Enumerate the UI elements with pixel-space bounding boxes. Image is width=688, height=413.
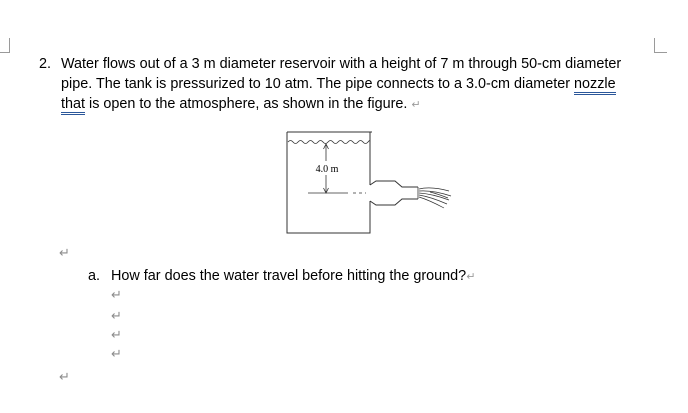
paragraph-mark: ↵	[111, 287, 122, 302]
paragraph-mark: ↵	[111, 308, 122, 323]
page-corner-mark-left	[0, 38, 10, 53]
reservoir-figure	[280, 125, 470, 240]
paragraph-mark: ↵	[59, 245, 70, 260]
question-text-line-3-rest: is open to the atmosphere, as shown in the figure.	[85, 96, 412, 112]
subquestion-a-text	[111, 267, 475, 287]
water-jet	[419, 188, 451, 208]
proofing-marked-word-nozzle[interactable]: nozzle	[574, 76, 616, 95]
question-text-line-2-start: pipe. The tank is pressurized to 10 atm. The pipe connects to a 3.0-cm diameter	[61, 76, 575, 92]
paragraph-mark: ↵	[59, 369, 70, 384]
question-text-line-2	[61, 75, 616, 94]
question-number: 2.	[39, 56, 52, 72]
height-label: 4.0 m	[315, 164, 339, 175]
subquestion-a-text-content: How far does the water travel before hitting the ground?	[111, 268, 467, 284]
paragraph-mark: ↵	[466, 271, 476, 283]
question-text-line-3	[61, 95, 421, 115]
subquestion-a-label: a.	[88, 268, 101, 284]
paragraph-mark: ↵	[111, 346, 122, 361]
water-surface	[288, 141, 370, 144]
paragraph-mark: ↵	[111, 327, 122, 342]
question-text-line-1: Water flows out of a 3 m diameter reservoir with a height of 7 m through 50-cm diameter	[61, 56, 622, 72]
pipe-lower-wall	[370, 199, 418, 205]
proofing-marked-word-that[interactable]: that	[61, 96, 85, 115]
tank-outline	[287, 132, 370, 233]
pipe-upper-wall	[370, 181, 418, 187]
page-corner-mark-right	[654, 38, 667, 53]
paragraph-mark: ↵	[411, 99, 421, 111]
